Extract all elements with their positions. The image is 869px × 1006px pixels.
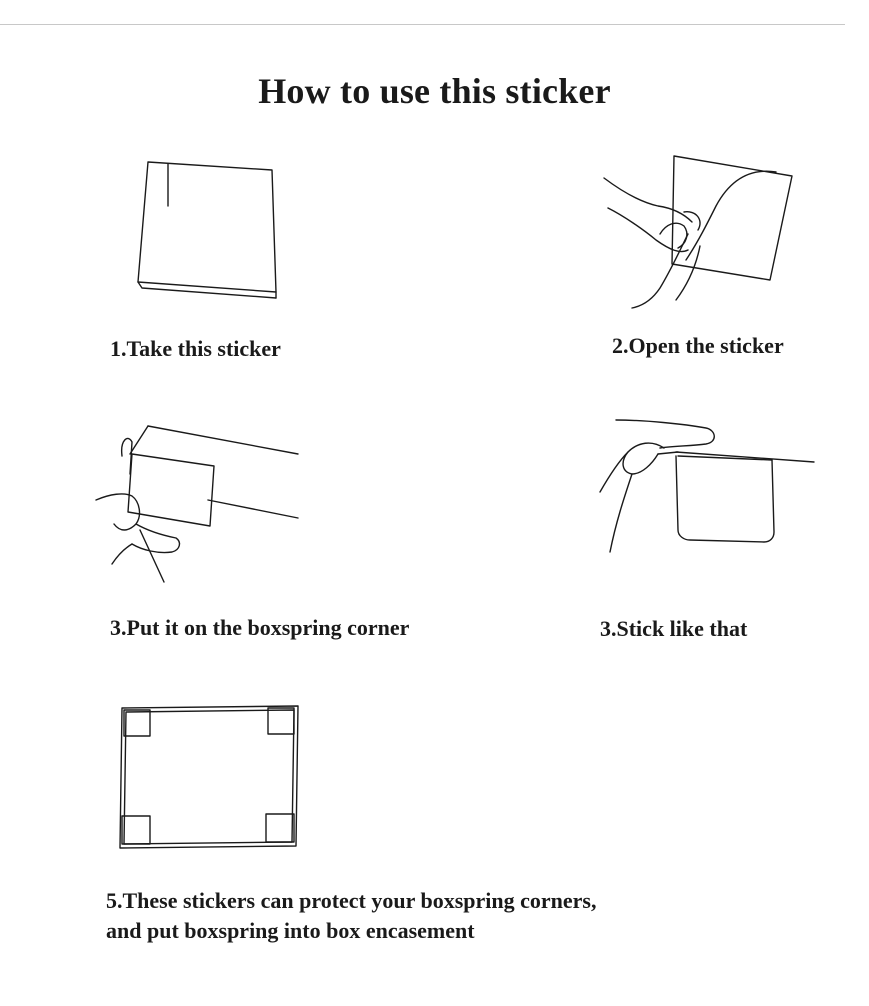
- step-2-caption: 2.Open the sticker: [612, 333, 784, 358]
- step-3-caption: 3.Put it on the boxspring corner: [110, 615, 410, 640]
- step-5-caption-line-1: 5.These stickers can protect your boxspring corners,: [106, 888, 597, 913]
- place-on-corner-icon: [92, 420, 312, 590]
- step-1-caption: 1.Take this sticker: [110, 336, 281, 361]
- boxspring-corners-icon: [112, 698, 312, 858]
- folded-sticker-icon: [130, 158, 290, 303]
- step-4-caption: 3.Stick like that: [600, 616, 748, 641]
- top-divider: [0, 24, 845, 25]
- stuck-corner-icon: [594, 412, 824, 577]
- peel-sticker-icon: [600, 150, 805, 310]
- page-title: How to use this sticker: [258, 71, 611, 111]
- step-5-caption-line-2: and put boxspring into box encasement: [106, 918, 475, 943]
